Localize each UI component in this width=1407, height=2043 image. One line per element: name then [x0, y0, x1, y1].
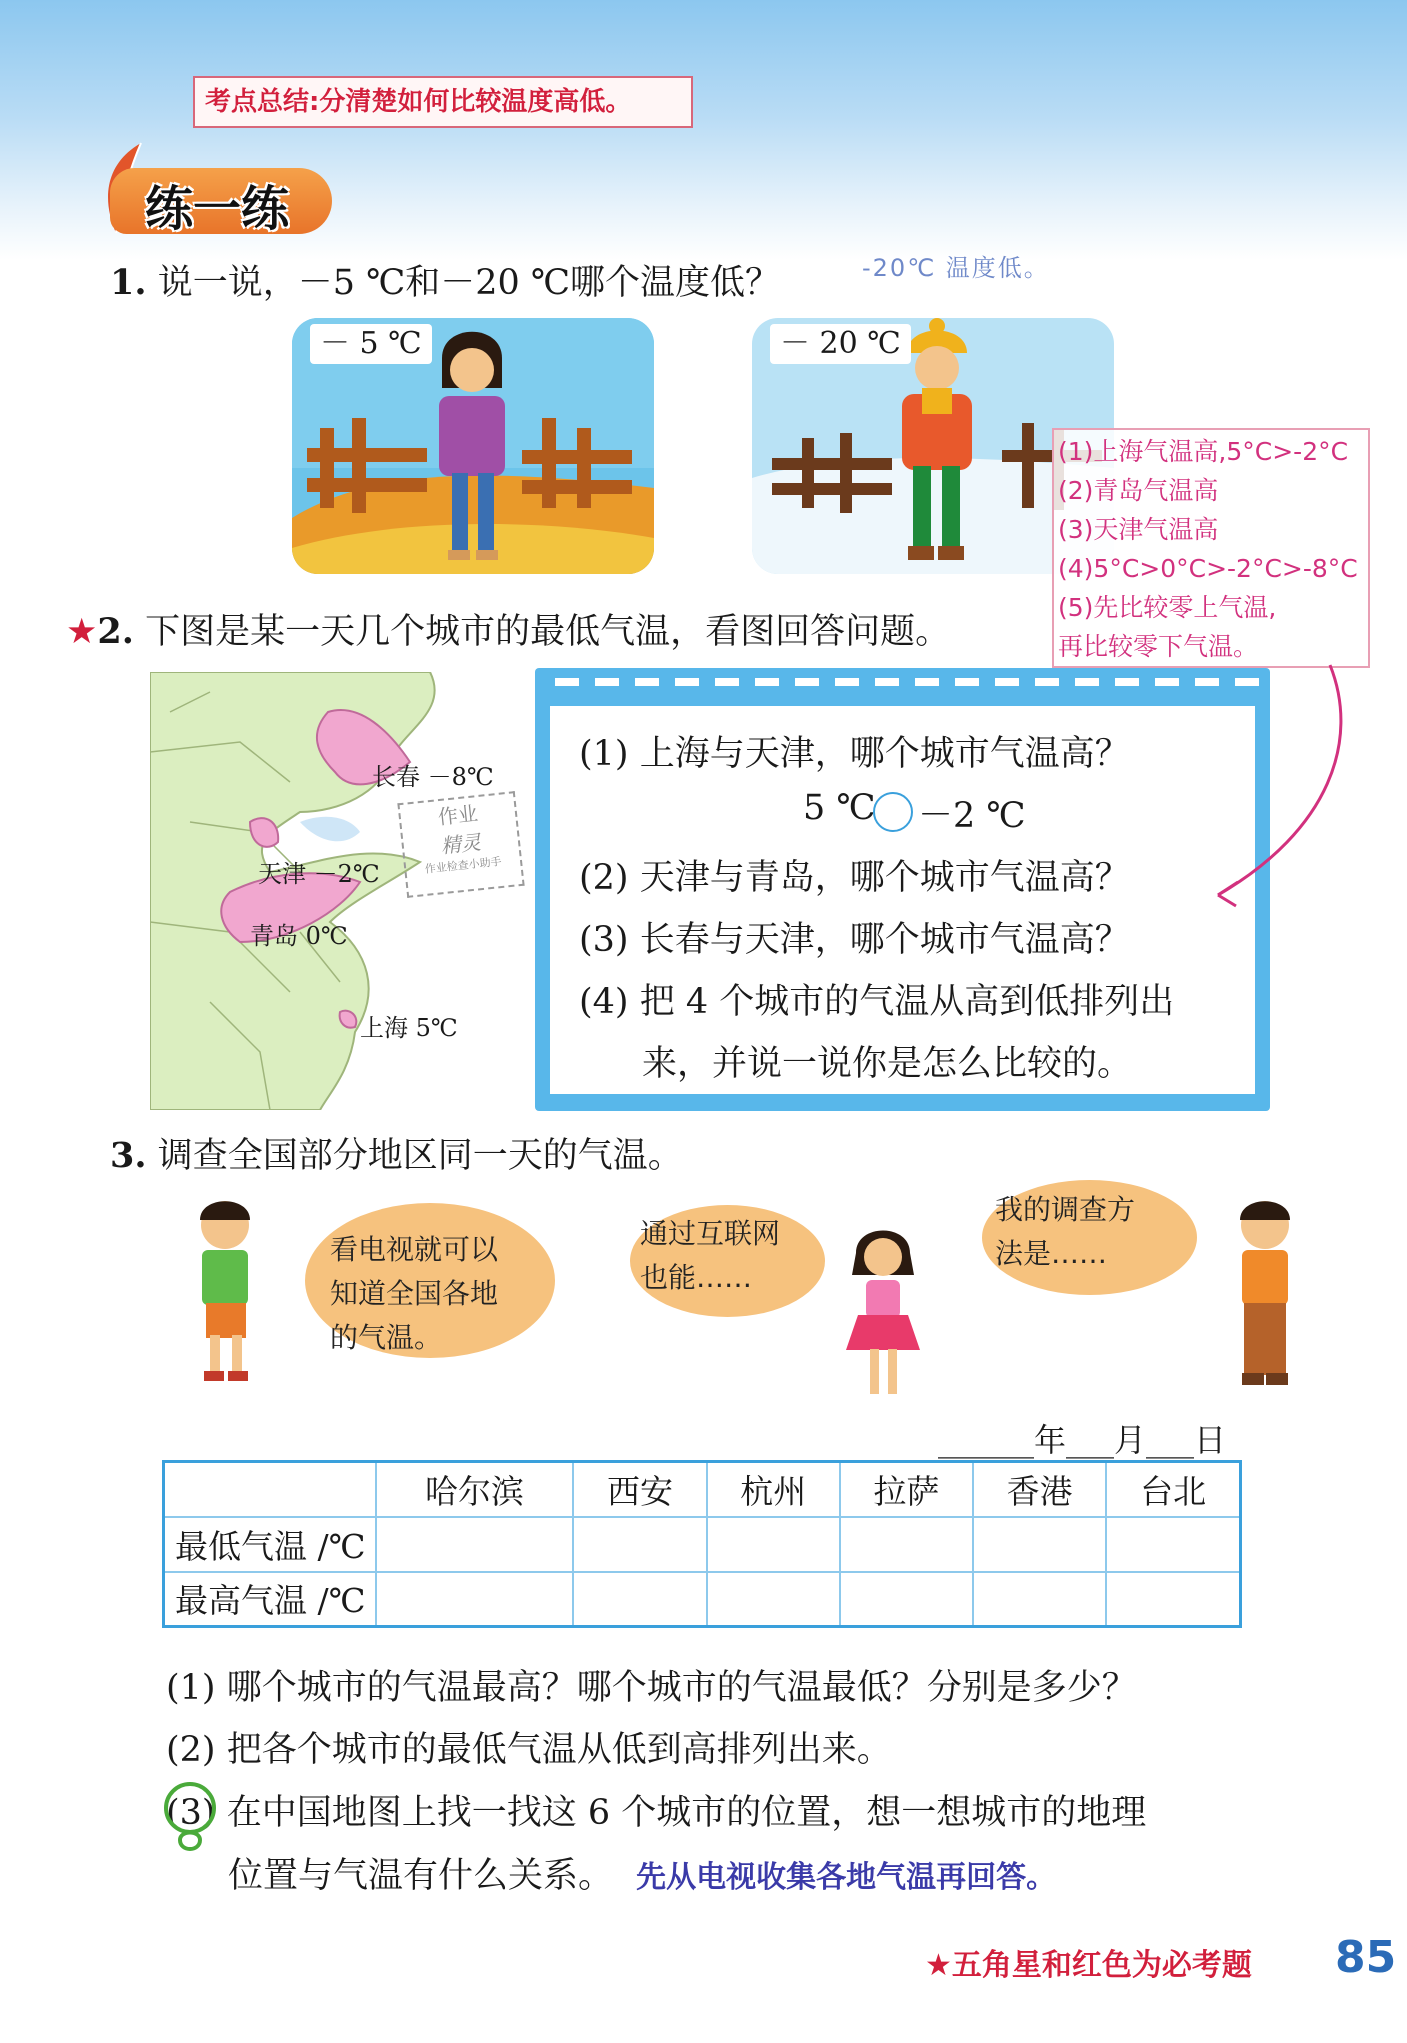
table-row	[164, 1572, 1241, 1627]
key-point-summary: 考点总结:分清楚如何比较温度高低。	[193, 76, 693, 128]
question-box	[548, 704, 1257, 1096]
table-cell[interactable]	[1106, 1572, 1240, 1627]
table-header-corner	[164, 1462, 376, 1517]
table-cell[interactable]	[376, 1572, 574, 1627]
city-label-qingdao: 青岛 0℃	[250, 922, 348, 950]
bubble-3-line-1: 我的调查方	[995, 1193, 1136, 1226]
table-header-row	[164, 1462, 1241, 1517]
temp-label-minus-20: － 20 ℃	[770, 324, 911, 364]
compare-circle[interactable]	[873, 792, 913, 832]
boy-illustration-1	[170, 1195, 280, 1385]
table-cell[interactable]	[973, 1517, 1106, 1572]
box-question-3: (3) 长春与天津，哪个城市气温高？	[579, 920, 1130, 960]
stamp-line-3: 作业检查小助手	[424, 854, 503, 876]
table-cell[interactable]	[973, 1572, 1106, 1627]
date-blank[interactable]: ______年___月___日	[938, 1421, 1227, 1459]
table-header-cell: 西安	[573, 1462, 706, 1517]
speech-bubble-3-text	[995, 1188, 1135, 1276]
watermark-stamp	[397, 791, 524, 898]
row-label-min-temp: 最低气温 /℃	[164, 1517, 376, 1572]
box-question-1: (1) 上海与天津，哪个城市气温高？	[579, 734, 1130, 774]
page-number: 85	[1335, 1932, 1397, 1983]
bubble-3-line-2: 法是……	[995, 1237, 1108, 1270]
table-cell[interactable]	[840, 1572, 973, 1627]
table-cell[interactable]	[707, 1572, 840, 1627]
box-question-4: (4) 把 4 个城市的气温从高到低排列出	[579, 982, 1175, 1022]
table-header-cell: 拉萨	[840, 1462, 973, 1517]
bubble-1-line-2: 知道全国各地	[330, 1277, 499, 1310]
city-map	[150, 672, 530, 1110]
question-3	[110, 1128, 683, 1178]
table-cell[interactable]	[1106, 1517, 1240, 1572]
bubble-1-line-3: 的气温。	[330, 1321, 443, 1354]
note-line-3: (3)天津气温高	[1058, 515, 1219, 544]
bubble-1-line-1: 看电视就可以	[330, 1233, 499, 1266]
boy-illustration-2	[1210, 1195, 1320, 1390]
table-cell[interactable]	[840, 1517, 973, 1572]
question-1-answer: -20℃ 温度低。	[862, 254, 1050, 282]
question-3-text: 调查全国部分地区同一天的气温。	[157, 1136, 683, 1176]
question-2-number: 2.	[97, 611, 134, 652]
question-2-text: 下图是某一天几个城市的最低气温，看图回答问题。	[145, 612, 951, 652]
note-line-1: (1)上海气温高,5°C>-2°C	[1058, 437, 1349, 466]
question-1	[110, 255, 780, 305]
table-cell[interactable]	[707, 1517, 840, 1572]
table-row	[164, 1517, 1241, 1572]
table-header-cell: 哈尔滨	[376, 1462, 574, 1517]
practice-title: 练一练	[145, 181, 290, 237]
required-star-icon: ★	[66, 612, 98, 652]
sub-question-3: (3) 在中国地图上找一找这 6 个城市的位置，想一想城市的地理	[166, 1793, 1147, 1833]
sub-question-3-cont: 位置与气温有什么关系。	[228, 1856, 614, 1896]
note-line-2: (2)青岛气温高	[1058, 476, 1219, 505]
sub-question-2: (2) 把各个城市的最低气温从低到高排列出来。	[166, 1730, 892, 1770]
box-border-pattern	[535, 668, 1270, 708]
answer-note	[1052, 428, 1370, 668]
note-line-6: 再比较零下气温。	[1058, 632, 1259, 661]
footer-legend: ★五角星和红色为必考题	[925, 1948, 1252, 1983]
table-cell[interactable]	[573, 1517, 706, 1572]
smiley-icon	[160, 1778, 220, 1856]
table-header-cell: 台北	[1106, 1462, 1240, 1517]
question-2	[66, 604, 950, 654]
city-label-shanghai: 上海 5℃	[360, 1014, 458, 1042]
city-label-changchun: 长春 －8℃	[372, 763, 494, 791]
compare-right-value: －2 ℃	[918, 796, 1026, 836]
compare-left-value: 5 ℃	[803, 788, 876, 828]
question-1-text: 说一说，－5 ℃和－20 ℃哪个温度低？	[157, 263, 781, 303]
bubble-2-line-1: 通过互联网	[640, 1217, 781, 1250]
note-line-5: (5)先比较零上气温,	[1058, 593, 1277, 622]
row-label-max-temp: 最高气温 /℃	[164, 1572, 376, 1627]
box-question-2: (2) 天津与青岛，哪个城市气温高？	[579, 858, 1130, 898]
box-question-4-cont: 来，并说一说你是怎么比较的。	[642, 1044, 1133, 1084]
annotation-arrow-icon	[1210, 660, 1360, 910]
temperature-table	[162, 1460, 1242, 1628]
girl-illustration	[828, 1225, 938, 1410]
temp-label-minus-5: － 5 ℃	[310, 324, 432, 364]
stamp-line-1: 作业	[436, 801, 480, 830]
bubble-2-line-2: 也能……	[640, 1261, 753, 1294]
note-line-4: (4)5°C>0°C>-2°C>-8°C	[1058, 554, 1358, 583]
table-header-cell: 香港	[973, 1462, 1106, 1517]
speech-bubble-1-text	[330, 1228, 498, 1360]
table-header-cell: 杭州	[707, 1462, 840, 1517]
sub-question-3-cont-row	[228, 1848, 1056, 1898]
picture-minus-5	[292, 318, 654, 574]
sub-question-1: (1) 哪个城市的气温最高？哪个城市的气温最低？分别是多少？	[166, 1668, 1137, 1708]
city-label-tianjin: 天津 －2℃	[258, 860, 380, 888]
table-cell[interactable]	[376, 1517, 574, 1572]
answer-hint: 先从电视收集各地气温再回答。	[636, 1860, 1057, 1895]
question-3-number: 3.	[110, 1135, 147, 1176]
speech-bubble-2-text	[640, 1212, 780, 1300]
stamp-line-2: 精灵	[439, 829, 483, 859]
table-cell[interactable]	[573, 1572, 706, 1627]
question-1-number: 1.	[110, 262, 147, 303]
